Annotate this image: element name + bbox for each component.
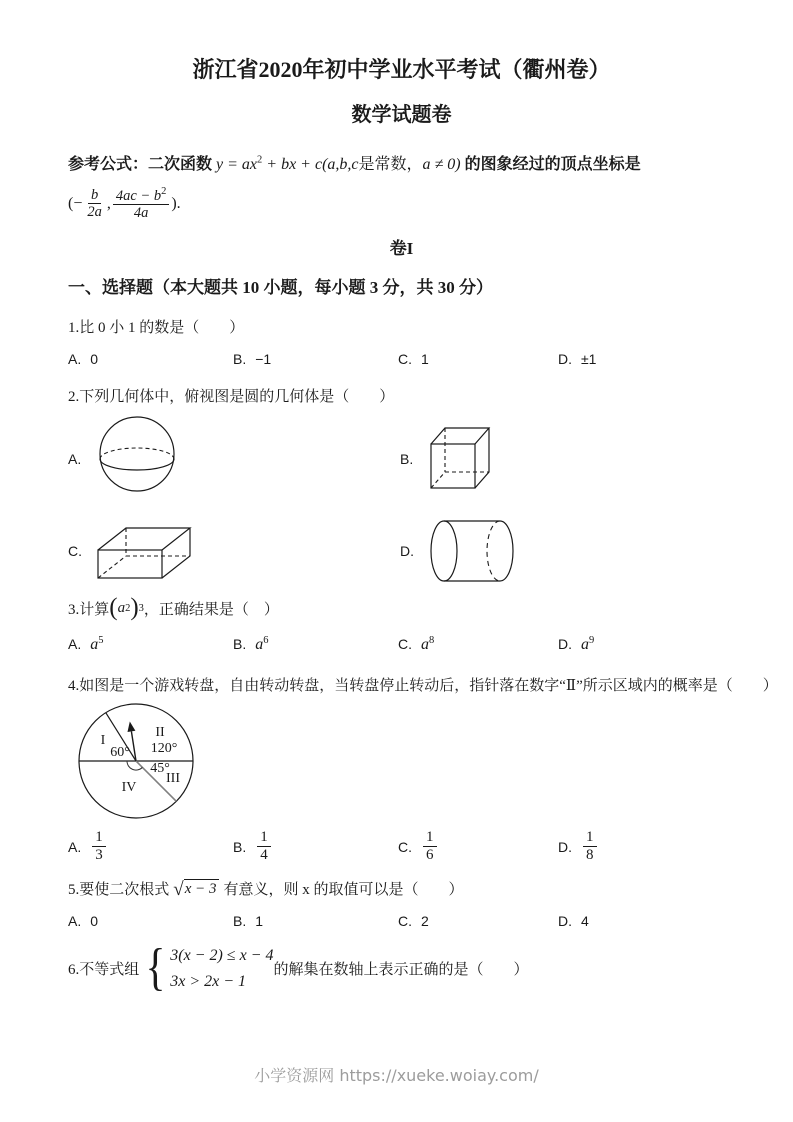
spinner-region-2-label: II <box>155 724 165 740</box>
option-label: B. <box>233 838 247 855</box>
formula-lead: 参考公式：二次函数 <box>68 155 213 173</box>
spinner-angle-45-label: 45° <box>150 760 170 776</box>
game-spinner-icon <box>76 701 196 821</box>
option-exponent: 5 <box>98 634 104 646</box>
option-d <box>558 351 735 367</box>
option-label: B. <box>400 450 414 467</box>
question-6-stem <box>68 939 735 997</box>
option-base: a <box>421 635 429 653</box>
fraction-denominator: 4a <box>133 205 149 222</box>
question-5-options <box>68 913 735 929</box>
inequality-1: 3(x − 2) ≤ x − 4 <box>170 947 274 965</box>
option-label: A. <box>68 913 82 930</box>
vertex-open-paren: (− <box>68 194 83 212</box>
fraction-numerator: 1 <box>423 829 437 847</box>
option-fraction <box>92 829 106 865</box>
square-root-expression <box>173 879 219 901</box>
fraction-numerator: b <box>88 187 101 205</box>
vertex-close-paren: ). <box>171 194 181 212</box>
shape-option-a <box>68 408 400 510</box>
option-d <box>558 829 735 865</box>
expr-outer-exponent: 3 <box>138 602 144 614</box>
cylinder-icon <box>428 518 516 584</box>
option-c <box>398 829 558 865</box>
spinner-angle-120-label: 120° <box>150 740 178 756</box>
cuboid-icon <box>96 520 194 582</box>
option-label: C. <box>68 542 82 559</box>
sphere-icon <box>95 408 179 510</box>
question-3-pre: 3.计算 <box>68 601 110 618</box>
expr-base: a <box>117 599 126 616</box>
question-2-shapes-row-2 <box>68 518 735 584</box>
radicand: x − 3 <box>184 879 220 898</box>
inequality-system <box>170 946 273 990</box>
question-1-options <box>68 351 735 367</box>
inequality-2: 3x > 2x − 1 <box>170 972 247 990</box>
option-label: C. <box>398 838 412 855</box>
spinner-angle-60-label: 60° <box>110 744 130 760</box>
spinner-diagram <box>76 701 735 821</box>
option-label: A. <box>68 350 82 367</box>
option-label: D. <box>558 636 572 653</box>
option-label: A. <box>68 450 82 467</box>
watermark-footer: 小学资源网 https://xueke.woiay.com/ <box>254 1066 539 1085</box>
question-2-stem: 2.下列几何体中，俯视图是圆的几何体是（ ） <box>68 388 395 405</box>
option-base: a <box>255 635 264 653</box>
option-exponent: 6 <box>263 634 269 646</box>
option-label: C. <box>398 913 412 930</box>
question-3-post: ，正确结果是（ ） <box>143 601 279 618</box>
open-paren: ( <box>109 593 118 621</box>
option-label: B. <box>233 350 247 367</box>
option-text: 0 <box>90 350 99 367</box>
formula-expr-sup: 2 <box>257 154 263 166</box>
option-fraction <box>583 829 597 865</box>
expr-inner-exponent: 2 <box>125 602 131 614</box>
option-label: C. <box>398 350 412 367</box>
question-4-stem: 4.如图是一个游戏转盘，自由转动转盘，当转盘停止转动后，指针落在数字“Ⅱ”所示区域内的概率是（ ） <box>68 677 778 694</box>
option-a <box>68 829 233 865</box>
shape-option-d <box>400 518 735 584</box>
formula-expr-1: y = ax <box>216 155 258 173</box>
option-text: 1 <box>255 913 264 930</box>
option-c <box>398 913 558 929</box>
option-label: A. <box>68 636 82 653</box>
option-d <box>558 635 735 654</box>
system-brace: { <box>145 939 166 997</box>
question-3-stem <box>68 593 735 621</box>
option-exponent: 8 <box>429 634 435 646</box>
question-1-stem: 1.比 0 小 1 的数是（ ） <box>68 319 245 336</box>
option-a <box>68 913 233 929</box>
option-base: a <box>581 635 589 653</box>
reference-formula-line <box>68 151 735 174</box>
option-a <box>68 351 233 367</box>
option-c <box>398 351 558 367</box>
fraction-numerator: 4ac − b <box>115 187 162 204</box>
option-label: B. <box>233 913 247 930</box>
option-text: 0 <box>90 913 99 930</box>
question-5-pre: 5.要使二次根式 <box>68 882 170 899</box>
page-subtitle: 数学试题卷 <box>351 103 452 126</box>
fraction-numerator-sup: 2 <box>161 185 167 197</box>
fraction-denominator: 6 <box>426 847 434 864</box>
option-c <box>398 635 558 654</box>
fraction-denominator: 4 <box>260 847 268 864</box>
vertex-comma: , <box>106 194 111 212</box>
option-label: A. <box>68 838 82 855</box>
section-heading: 一、选择题（本大题共 10 小题，每小题 3 分，共 30 分） <box>68 277 493 297</box>
close-paren: ) <box>130 593 139 621</box>
fraction-numerator: 1 <box>257 829 271 847</box>
formula-expr-2: + bx + c(a,b,c <box>262 155 359 173</box>
option-base: a <box>90 635 99 653</box>
option-label: D. <box>558 838 572 855</box>
fraction-numerator: 1 <box>92 829 106 847</box>
option-text: 4 <box>581 913 589 930</box>
option-exponent: 9 <box>589 634 595 646</box>
fraction-numerator: 1 <box>583 829 597 847</box>
cube-icon <box>427 424 493 494</box>
option-fraction <box>257 829 271 865</box>
option-a <box>68 635 233 654</box>
question-3-options <box>68 635 735 654</box>
question-5-stem <box>68 878 735 899</box>
option-text: −1 <box>255 350 272 367</box>
option-label: C. <box>398 636 412 653</box>
question-4-options <box>68 829 735 865</box>
vertex-coordinate-formula <box>68 186 735 222</box>
option-text: 1 <box>421 350 429 367</box>
fraction-denominator: 8 <box>586 847 594 864</box>
formula-tail: 的图象经过的顶点坐标是 <box>464 155 641 173</box>
option-label: D. <box>400 542 414 559</box>
fraction-denominator: 3 <box>95 847 103 864</box>
spinner-region-4-label: IV <box>121 779 137 795</box>
question-6-post: 的解集在数轴上表示正确的是（ ） <box>273 962 529 979</box>
fraction-b-over-2a <box>84 187 105 221</box>
radical-sign: √ <box>173 879 184 901</box>
option-label: D. <box>558 913 572 930</box>
shape-option-c <box>68 520 400 582</box>
option-label: B. <box>233 636 247 653</box>
option-b <box>233 351 398 367</box>
option-text: 2 <box>421 913 429 930</box>
option-d <box>558 913 735 929</box>
option-b <box>233 635 398 654</box>
question-5-post: 有意义，则 x 的取值可以是（ ） <box>223 882 464 899</box>
option-fraction <box>423 829 437 865</box>
option-text: ±1 <box>581 350 597 367</box>
formula-expr-cn: 是常数， <box>358 155 423 173</box>
option-b <box>233 913 398 929</box>
shape-option-b <box>400 424 735 494</box>
fraction-denominator: 2a <box>87 204 102 221</box>
question-6-pre: 6.不等式组 <box>68 962 140 979</box>
question-2-shapes-row-1 <box>68 408 735 510</box>
option-label: D. <box>558 350 572 367</box>
fraction-4ac-b2-over-4a <box>113 186 169 222</box>
formula-expr-3: a ≠ 0) <box>422 155 461 173</box>
option-b <box>233 829 398 865</box>
spinner-region-3-label: III <box>166 770 180 786</box>
page-title: 浙江省2020年初中学业水平考试（衢州卷） <box>192 57 611 82</box>
volume-heading: 卷I <box>389 238 414 258</box>
spinner-region-1-label: I <box>100 732 106 748</box>
